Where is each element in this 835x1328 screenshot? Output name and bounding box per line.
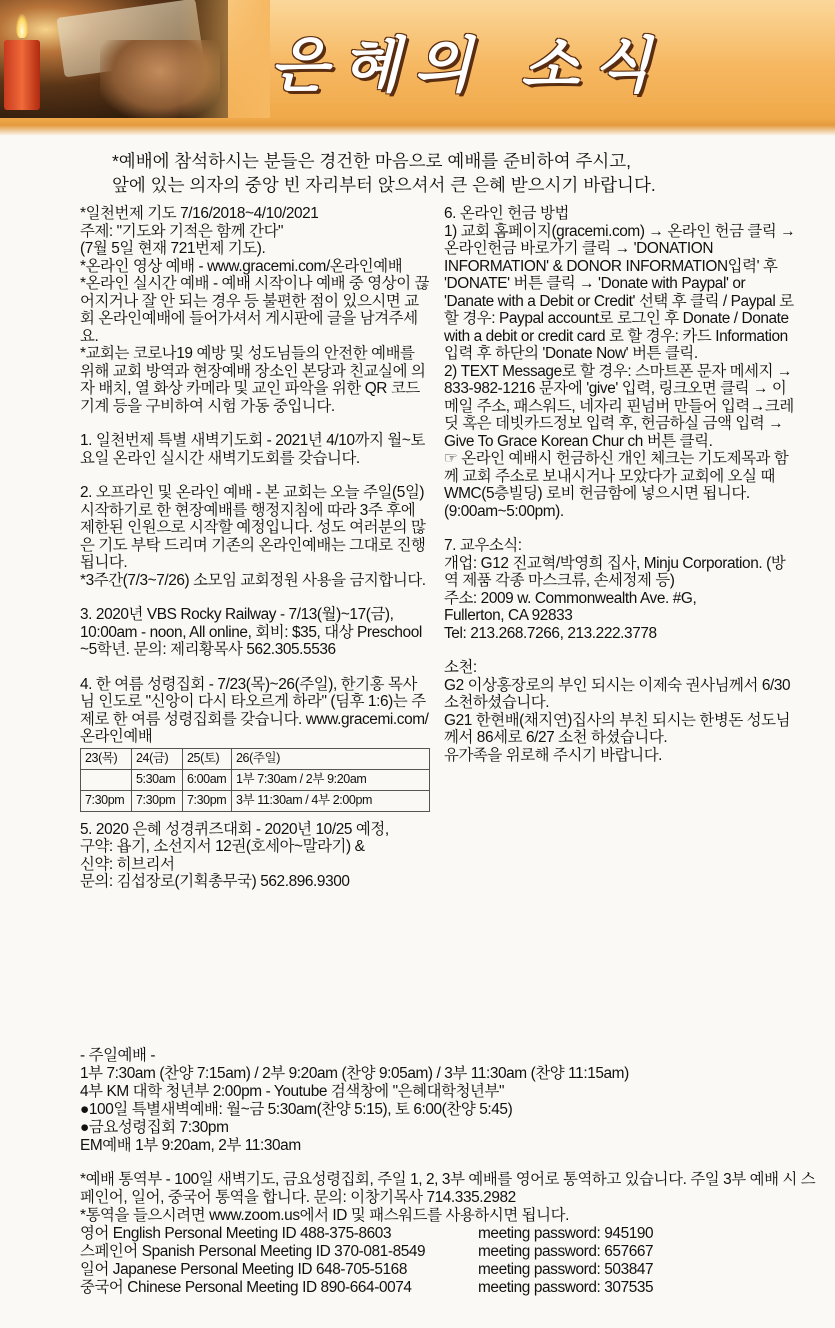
meeting-id: 영어 English Personal Meeting ID 488-375-8603 (80, 1225, 392, 1242)
intro-line: *예배에 참석하시는 분들은 경건한 마음으로 예배를 준비하여 주시고, (112, 151, 632, 171)
table-cell: 26(주일) (232, 748, 430, 769)
meeting-password: meeting password: 307535 (478, 1279, 654, 1296)
meeting-password: meeting password: 945190 (478, 1225, 654, 1242)
table-cell: 5:30am (132, 769, 183, 790)
notice-vbs: 3. 2020년 VBS Rocky Railway - 7/13(월)~17(금), 10:00am - noon, All online, 회비: $35, 대상 Preschool ~5학년. 문의: 제리황목사 562.305.5536 (80, 606, 422, 658)
notice-condolence: 소천: G2 이상홍장로의 부인 되시는 이제숙 권사님께서 6/30 소천하셨습니다. G21 한현배(채지연)집사의 부친 되시는 한병돈 성도님께서 86세로 6/27 소천 하셨습니다. 유가족을 위로해 주시기 바랍니다. (444, 659, 791, 764)
interpretation-notice: *예배 통역부 - 100일 새벽기도, 금요성령집회, 주일 1, 2, 3부 예배를 영어로 통역하고 있습니다. 주일 3부 예배 시 스페인어, 일어, 중국어 통역을 합니다. 문의: 이창기목사 714.335.2982 *통역을 들으시려면 www.zoom.us에서 ID 및 패스워드를 사용하시면 됩니다. (80, 1171, 816, 1224)
flame-icon (16, 14, 28, 38)
meeting-row (80, 1279, 820, 1297)
meeting-id: 중국어 Chinese Personal Meeting ID 890-664-0074 (80, 1279, 412, 1296)
right-column (444, 205, 796, 764)
meeting-password: meeting password: 503847 (478, 1261, 654, 1278)
left-column (80, 205, 430, 891)
candle-image (4, 40, 40, 110)
table-row (81, 748, 430, 769)
notice-dawn-prayer: 1. 일천번제 특별 새벽기도회 - 2021년 4/10까지 월~토요일 온라인 실시간 새벽기도회를 갖습니다. (80, 432, 425, 467)
meeting-id: 스페인어 Spanish Personal Meeting ID 370-081-8549 (80, 1243, 426, 1260)
meeting-row (80, 1243, 820, 1261)
table-cell: 7:30pm (183, 790, 232, 811)
image-fade (180, 0, 270, 118)
meeting-row (80, 1261, 820, 1279)
table-cell: 23(목) (81, 748, 132, 769)
meeting-password: meeting password: 657667 (478, 1243, 654, 1260)
meeting-row (80, 1225, 820, 1243)
notice-online-offering: 6. 온라인 헌금 방법 1) 교회 홈페이지(gracemi.com) → 온라인 헌금 클릭 → 온라인헌금 바로가기 클릭 → 'DONATION INFORMATION' & DONOR INFORMATION입력' 후 'DONATE' 버튼 클릭 → 'Donate with Paypal' or 'Danate with a Debit or Credit' 선택 후 클릭 / Paypal 로 할 경우: Paypal account로 로그인 후 Donate / Donate with a debit or credit card 로 할 경우: 카드 Information 입력 후 하단의 'Donate Now' 버튼 클릭. 2) TEXT Message로 할 경우: 스마트폰 문자 메세지 → 833-982-1216 문자에 'give' 입력, 링크오면 클릭 → 이메일 주소, 패스워드, 네자리 핀넘버 만들어 입력→크레딧 혹은 데빗카드정보 입력 후, 헌금하실 금액 입력 → Give To Grace Korean Chur ch 버튼 클릭. ☞ 온라인 예배시 헌금하신 개인 체크는 기도제목과 함께 교회 주소로 보내시거나 모았다가 교회에 오실 때 WMC(5층빌딩) 로비 헌금함에 넣으시면 됩니다. (9:00am~5:00pm). (444, 205, 796, 520)
table-cell: 7:30pm (132, 790, 183, 811)
intro-notice (112, 149, 812, 197)
intro-line: 앞에 있는 의자의 중앙 빈 자리부터 앉으셔서 큰 은혜 받으시기 바랍니다. (112, 175, 656, 195)
notice-bible-quiz: 5. 2020 은혜 성경퀴즈대회 - 2020년 10/25 예정, 구약: 욥기, 소선지서 12권(호세아~말라기) & 신약: 히브리서 문의: 김섭장로(기획총무국) 562.896.9300 (80, 820, 389, 890)
banner-divider (0, 118, 835, 136)
notice-prayer-online: *일천번제 기도 7/16/2018~4/10/2021 주제: "기도와 기적은 함께 간다" (7월 5일 현재 721번제 기도). *온라인 영상 예배 - www.gracemi.com/온라인예배 *온라인 실시간 예배 - 예배 시작이나 예배 중 영상이 끊어지거나 잘 안 되는 경우 등 불편한 점이 있으시면 교회 온라인예배에 들어가셔서 게시판에 글을 남겨주세요. *교회는 코로나19 예방 및 성도님들의 안전한 예배를 위해 교회 방역과 현장예배 장소인 본당과 친교실에 의자 배치, 열 화상 카메라 및 교인 파악을 위한 QR 코드 기계 등을 구비하여 시험 가동 중입니다. (80, 205, 430, 415)
table-cell: 6:00am (183, 769, 232, 790)
page-title: 은혜의 소식 (270, 31, 665, 101)
table-cell: 3부 11:30am / 4부 2:00pm (232, 790, 430, 811)
table-cell (81, 769, 132, 790)
worship-schedule (80, 1047, 820, 1297)
table-row (81, 769, 430, 790)
header-banner (0, 0, 835, 118)
meeting-id: 일어 Japanese Personal Meeting ID 648-705-5168 (80, 1261, 407, 1278)
notice-member-news: 7. 교우소식: 개업: G12 진교혁/박영희 집사, Minju Corporation. (방역 제품 각종 마스크류, 손세정제 등) 주소: 2009 w. Commonwealth Ave. #G, Fullerton, CA 92833 Tel: 213.268.7266, 213.222.3778 (444, 537, 786, 642)
revival-schedule-table (80, 748, 430, 812)
table-cell: 24(금) (132, 748, 183, 769)
notice-worship: 2. 오프라인 및 온라인 예배 - 본 교회는 오늘 주일(5일) 시작하기로 한 현장예배를 행정지침에 따라 3주 후에 제한된 인원으로 시작할 예정입니다. 성도 여러분의 많은 기도 부탁 드리며 기존의 온라인예배는 그대로 진행됩니다. *3주간(7/3~7/26) 소모임 교회정원 사용을 금지합니다. (80, 484, 426, 589)
worship-times: - 주일예배 - 1부 7:30am (찬양 7:15am) / 2부 9:20am (찬양 9:05am) / 3부 11:30am (찬양 11:15am) 4부 KM 대학 청년부 2:00pm - Youtube 검색창에 "은혜대학청년부" ●100일 특별새벽예배: 월~금 5:30am(찬양 5:15), 토 6:00(찬양 5:45) ●금요성령집회 7:30pm EM예배 1부 9:20am, 2부 11:30am (80, 1047, 629, 1154)
table-cell: 25(토) (183, 748, 232, 769)
notice-revival: 4. 한 여름 성령집회 - 7/23(목)~26(주일), 한기홍 목사님 인도로 "신앙이 다시 타오르게 하라" (딤후 1:6)는 주제로 한 여름 성령집회를 갖습니다. www.gracemi.com/온라인예배 (80, 675, 429, 745)
table-cell: 1부 7:30am / 2부 9:20am (232, 769, 430, 790)
table-row (81, 790, 430, 811)
table-cell: 7:30pm (81, 790, 132, 811)
